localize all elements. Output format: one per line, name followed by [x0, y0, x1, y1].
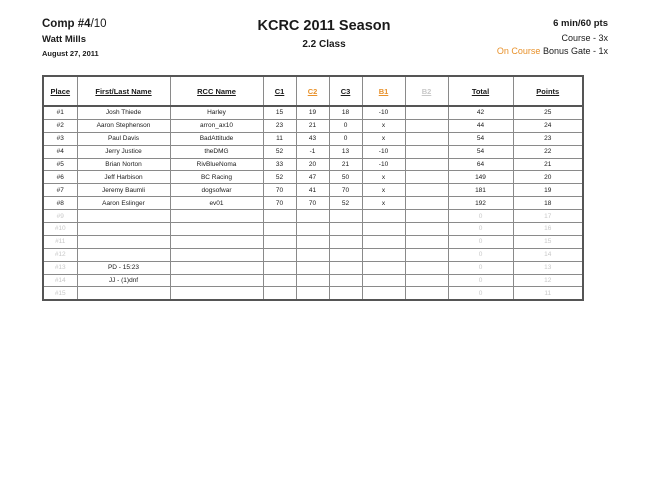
- column-header-c2: C2: [296, 76, 329, 106]
- cell-rcc-name: [170, 287, 263, 300]
- cell-b1: x: [362, 119, 405, 132]
- cell-total: 149: [448, 171, 513, 184]
- cell-c3: 50: [329, 171, 362, 184]
- cell-total: 0: [448, 248, 513, 261]
- cell-points: 11: [513, 287, 583, 300]
- cell-c2: 41: [296, 184, 329, 197]
- table-row: [43, 106, 583, 119]
- cell-b2: [405, 158, 448, 171]
- cell-total: 0: [448, 287, 513, 300]
- cell-total: 42: [448, 106, 513, 119]
- cell-b2: [405, 274, 448, 287]
- cell-rcc-name: [170, 248, 263, 261]
- cell-c2: [296, 235, 329, 248]
- cell-points: 23: [513, 132, 583, 145]
- cell-total: 0: [448, 210, 513, 223]
- cell-total: 54: [448, 145, 513, 158]
- cell-c2: [296, 261, 329, 274]
- bonus-gate: On Course Bonus Gate - 1x: [496, 46, 608, 56]
- cell-name: Jeff Harbison: [77, 171, 170, 184]
- cell-b2: [405, 132, 448, 145]
- cell-total: 64: [448, 158, 513, 171]
- cell-b1: x: [362, 171, 405, 184]
- column-header-name: First/Last Name: [77, 76, 170, 106]
- cell-c2: 21: [296, 119, 329, 132]
- cell-c1: 70: [263, 197, 296, 210]
- cell-place: #8: [43, 197, 77, 210]
- cell-c3: 0: [329, 132, 362, 145]
- column-header-points: Points: [513, 76, 583, 106]
- on-course-label: On Course: [496, 46, 541, 56]
- cell-b1: [362, 235, 405, 248]
- column-header-b1: B1: [362, 76, 405, 106]
- header-right: [497, 18, 608, 56]
- cell-c3: [329, 274, 362, 287]
- cell-rcc-name: theDMG: [170, 145, 263, 158]
- cell-c3: 21: [329, 158, 362, 171]
- cell-name: [77, 210, 170, 223]
- comp-number: Comp #4/10: [42, 18, 107, 30]
- cell-place: #12: [43, 248, 77, 261]
- cell-points: 25: [513, 106, 583, 119]
- cell-c2: 19: [296, 106, 329, 119]
- cell-c3: 70: [329, 184, 362, 197]
- cell-place: #5: [43, 158, 77, 171]
- cell-name: Jerry Justice: [77, 145, 170, 158]
- cell-points: 24: [513, 119, 583, 132]
- table-row: [43, 158, 583, 171]
- cell-points: 18: [513, 197, 583, 210]
- cell-name: Aaron Eslinger: [77, 197, 170, 210]
- cell-b1: -10: [362, 145, 405, 158]
- table-row: [43, 184, 583, 197]
- cell-c3: 52: [329, 197, 362, 210]
- cell-c3: 13: [329, 145, 362, 158]
- table-row: [43, 223, 583, 236]
- cell-place: #13: [43, 261, 77, 274]
- column-header-rcc-name: RCC Name: [170, 76, 263, 106]
- cell-c2: [296, 210, 329, 223]
- cell-rcc-name: [170, 261, 263, 274]
- cell-total: 44: [448, 119, 513, 132]
- season-title: KCRC 2011 Season: [257, 18, 391, 34]
- cell-rcc-name: RivBlueNoma: [170, 158, 263, 171]
- cell-rcc-name: [170, 223, 263, 236]
- column-header-total: Total: [448, 76, 513, 106]
- cell-b2: [405, 223, 448, 236]
- cell-b2: [405, 184, 448, 197]
- cell-c1: [263, 261, 296, 274]
- cell-c1: 52: [263, 171, 296, 184]
- cell-name: Aaron Stephenson: [77, 119, 170, 132]
- cell-c3: 0: [329, 119, 362, 132]
- cell-b1: [362, 274, 405, 287]
- results-body: [43, 106, 583, 300]
- cell-c2: 47: [296, 171, 329, 184]
- cell-points: 20: [513, 171, 583, 184]
- cell-place: #7: [43, 184, 77, 197]
- table-row: [43, 261, 583, 274]
- cell-b1: x: [362, 197, 405, 210]
- cell-c2: [296, 248, 329, 261]
- cell-c1: [263, 287, 296, 300]
- cell-b2: [405, 171, 448, 184]
- cell-b1: [362, 261, 405, 274]
- cell-total: 0: [448, 223, 513, 236]
- cell-c2: [296, 287, 329, 300]
- table-row: [43, 197, 583, 210]
- cell-total: 0: [448, 274, 513, 287]
- cell-points: 19: [513, 184, 583, 197]
- venue: Watt Mills: [42, 34, 86, 45]
- table-row: [43, 235, 583, 248]
- cell-points: 17: [513, 210, 583, 223]
- cell-points: 16: [513, 223, 583, 236]
- cell-b2: [405, 197, 448, 210]
- cell-b1: [362, 248, 405, 261]
- cell-c1: 52: [263, 145, 296, 158]
- cell-place: #4: [43, 145, 77, 158]
- cell-rcc-name: Harley: [170, 106, 263, 119]
- cell-rcc-name: [170, 235, 263, 248]
- cell-points: 14: [513, 248, 583, 261]
- cell-place: #10: [43, 223, 77, 236]
- cell-total: 192: [448, 197, 513, 210]
- cell-c3: [329, 235, 362, 248]
- cell-place: #2: [43, 119, 77, 132]
- cell-total: 0: [448, 261, 513, 274]
- cell-c1: 70: [263, 184, 296, 197]
- cell-total: 54: [448, 132, 513, 145]
- table-row: [43, 274, 583, 287]
- cell-c1: [263, 248, 296, 261]
- class-name: 2.2 Class: [302, 39, 346, 50]
- cell-place: #3: [43, 132, 77, 145]
- table-row: [43, 119, 583, 132]
- column-header-b2: B2: [405, 76, 448, 106]
- cell-points: 21: [513, 158, 583, 171]
- cell-c2: 43: [296, 132, 329, 145]
- cell-c1: 11: [263, 132, 296, 145]
- cell-b1: x: [362, 132, 405, 145]
- cell-name: JJ - (1)dnf: [77, 274, 170, 287]
- cell-rcc-name: BC Racing: [170, 171, 263, 184]
- cell-name: [77, 287, 170, 300]
- cell-place: #15: [43, 287, 77, 300]
- cell-c3: [329, 261, 362, 274]
- cell-b1: -10: [362, 106, 405, 119]
- cell-place: #9: [43, 210, 77, 223]
- cell-c1: 15: [263, 106, 296, 119]
- event-date: August 27, 2011: [42, 49, 99, 58]
- cell-c1: 33: [263, 158, 296, 171]
- cell-b1: -10: [362, 158, 405, 171]
- cell-c2: 70: [296, 197, 329, 210]
- cell-points: 15: [513, 235, 583, 248]
- time-points: 6 min/60 pts: [553, 18, 608, 29]
- header-row: [43, 76, 583, 106]
- cell-c2: -1: [296, 145, 329, 158]
- cell-place: #1: [43, 106, 77, 119]
- cell-c1: [263, 210, 296, 223]
- cell-place: #14: [43, 274, 77, 287]
- cell-c1: [263, 235, 296, 248]
- cell-b1: [362, 223, 405, 236]
- cell-b1: x: [362, 184, 405, 197]
- cell-rcc-name: dogsofwar: [170, 184, 263, 197]
- cell-place: #11: [43, 235, 77, 248]
- table-row: [43, 171, 583, 184]
- cell-name: Brian Norton: [77, 158, 170, 171]
- cell-name: PD - 15:23: [77, 261, 170, 274]
- cell-b2: [405, 119, 448, 132]
- cell-points: 13: [513, 261, 583, 274]
- cell-rcc-name: arron_ax10: [170, 119, 263, 132]
- cell-c3: 18: [329, 106, 362, 119]
- table-row: [43, 287, 583, 300]
- table-row: [43, 248, 583, 261]
- cell-b1: [362, 210, 405, 223]
- cell-b2: [405, 210, 448, 223]
- cell-name: [77, 235, 170, 248]
- cell-place: #6: [43, 171, 77, 184]
- column-header-c3: C3: [329, 76, 362, 106]
- cell-rcc-name: ev01: [170, 197, 263, 210]
- cell-b2: [405, 145, 448, 158]
- cell-rcc-name: [170, 274, 263, 287]
- cell-c3: [329, 223, 362, 236]
- cell-b2: [405, 261, 448, 274]
- cell-total: 181: [448, 184, 513, 197]
- cell-b1: [362, 287, 405, 300]
- table-row: [43, 132, 583, 145]
- cell-c2: [296, 223, 329, 236]
- cell-c3: [329, 210, 362, 223]
- cell-c2: [296, 274, 329, 287]
- cell-name: Jeremy Baumli: [77, 184, 170, 197]
- results-table: [42, 75, 584, 301]
- cell-rcc-name: [170, 210, 263, 223]
- cell-c1: 23: [263, 119, 296, 132]
- cell-b2: [405, 235, 448, 248]
- cell-c3: [329, 287, 362, 300]
- cell-name: Paul Davis: [77, 132, 170, 145]
- cell-points: 12: [513, 274, 583, 287]
- cell-c1: [263, 274, 296, 287]
- cell-name: Josh Thiede: [77, 106, 170, 119]
- cell-c1: [263, 223, 296, 236]
- cell-name: [77, 223, 170, 236]
- column-header-c1: C1: [263, 76, 296, 106]
- cell-b2: [405, 106, 448, 119]
- cell-b2: [405, 287, 448, 300]
- column-header-place: Place: [43, 76, 77, 106]
- cell-rcc-name: BadAttitude: [170, 132, 263, 145]
- cell-c3: [329, 248, 362, 261]
- course-multiplier: Course - 3x: [561, 33, 608, 43]
- cell-name: [77, 248, 170, 261]
- table-row: [43, 210, 583, 223]
- cell-total: 0: [448, 235, 513, 248]
- cell-b2: [405, 248, 448, 261]
- cell-c2: 20: [296, 158, 329, 171]
- cell-points: 22: [513, 145, 583, 158]
- table-row: [43, 145, 583, 158]
